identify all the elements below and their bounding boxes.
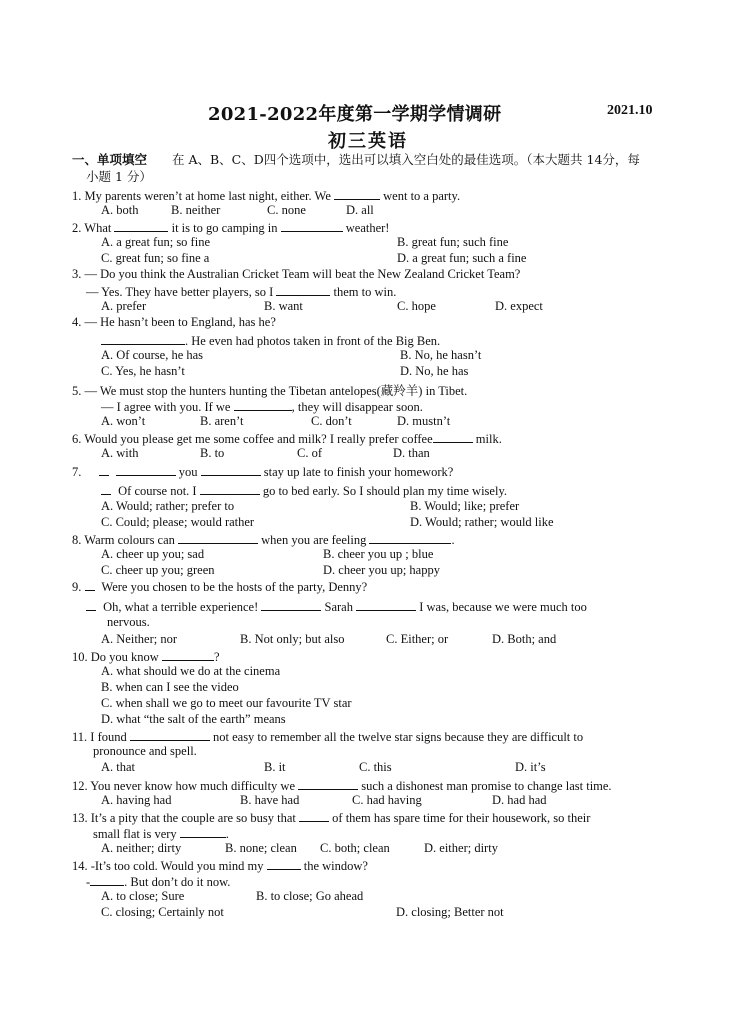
question-1-text-end: went to a party.: [383, 189, 461, 203]
option-b: B. aren’t: [200, 414, 244, 428]
question-2-text: 2. What: [72, 221, 112, 235]
question-9-text: Were you chosen to be the hosts of the party, Denny?: [101, 580, 368, 594]
answer-blank: [369, 531, 451, 544]
answer-blank: [201, 463, 261, 476]
question-14: [72, 857, 368, 874]
answer-blank: [261, 598, 321, 611]
option-a: A. with: [101, 446, 139, 460]
option-a: A. a great fun; so fine: [101, 235, 210, 249]
option-d: D. than: [393, 446, 430, 460]
option-b: B. want: [264, 299, 303, 313]
question-12-text-end: such a dishonest man promise to change last time.: [361, 779, 612, 793]
dialogue-dash: [101, 487, 111, 495]
question-6-text-end: milk.: [475, 432, 502, 446]
option-c: C. hope: [397, 299, 436, 313]
option-d: D. expect: [495, 299, 543, 313]
option-c: C. cheer up you; green: [101, 563, 215, 577]
question-3-reply: [86, 283, 396, 300]
option-b: B. Not only; but also: [240, 632, 345, 646]
question-9-number: 9.: [72, 580, 82, 594]
option-a: A. won’t: [101, 414, 146, 428]
section-heading: 一、单项填空: [72, 152, 148, 167]
answer-blank: [356, 598, 416, 611]
option-d: D. No, he has: [400, 364, 469, 378]
question-8: [72, 531, 455, 548]
option-d: D. mustn’t: [397, 414, 451, 428]
question-13-text: 13. It’s a pity that the couple are so busy that: [72, 811, 296, 825]
answer-blank: [90, 873, 124, 886]
option-d: D. either; dirty: [424, 841, 498, 855]
question-5-reply: [101, 398, 423, 415]
question-6: [72, 430, 502, 447]
question-9-reply: [86, 598, 587, 615]
answer-blank: [433, 430, 473, 443]
question-14-reply-text: . But don’t do it now.: [124, 875, 231, 889]
option-a: A. both: [101, 203, 139, 217]
option-a: A. what should we do at the cinema: [101, 664, 281, 678]
answer-blank: [298, 777, 358, 790]
question-7-text: you: [178, 465, 198, 479]
question-6-text: 6. Would you please get me some coffee and milk? I really prefer coffee: [72, 432, 433, 446]
question-10-text-end: ?: [213, 650, 220, 664]
question-14-reply: [86, 873, 230, 890]
question-11-cont: pronounce and spell.: [93, 744, 197, 758]
question-9-reply-mid: Sarah: [324, 600, 353, 614]
option-d: D. Both; and: [492, 632, 557, 646]
option-c: C. had having: [352, 793, 422, 807]
option-c: C. closing; Certainly not: [101, 905, 224, 919]
option-d: D. what “the salt of the earth” means: [101, 712, 286, 726]
option-a: A. prefer: [101, 299, 147, 313]
question-14-reply-dash: -: [86, 875, 91, 889]
option-d: D. a great fun; such a fine: [397, 251, 527, 265]
option-c: C. don’t: [311, 414, 352, 428]
question-7-reply: [101, 482, 507, 499]
answer-blank: [234, 398, 292, 411]
question-2: [72, 219, 389, 236]
exam-subtitle: 初三英语: [328, 131, 408, 152]
dialogue-dash: [85, 583, 95, 591]
option-b: B. it: [264, 760, 286, 774]
option-d: D. all: [346, 203, 374, 217]
question-13-text-end: of them has spare time for their housework, so their: [332, 811, 591, 825]
answer-blank: [178, 531, 258, 544]
question-13-cont: [93, 825, 229, 842]
option-b: B. great fun; such fine: [397, 235, 509, 249]
answer-blank: [267, 857, 301, 870]
question-1-text: 1. My parents weren’t at home last night, either. We: [72, 189, 331, 203]
option-a: A. that: [101, 760, 136, 774]
question-11-text-end: not easy to remember all the twelve star signs because they are difficult to: [213, 730, 584, 744]
question-9-reply-text: Oh, what a terrible experience!: [103, 600, 259, 614]
question-5-reply-end: , they will disappear soon.: [291, 400, 423, 414]
question-7-reply-end: go to bed early. So I should plan my time wisely.: [262, 484, 508, 498]
option-a: A. having had: [101, 793, 172, 807]
question-14-text-end: the window?: [303, 859, 368, 873]
question-3: 3. — Do you think the Australian Cricket Team will beat the New Zealand Cricket Team?: [72, 267, 521, 281]
question-5-reply-text: — I agree with you. If we: [101, 400, 231, 414]
option-a: A. Would; rather; prefer to: [101, 499, 235, 513]
question-2-text-end: weather!: [345, 221, 390, 235]
option-d: D. it’s: [515, 760, 546, 774]
option-c: C. Either; or: [386, 632, 449, 646]
question-1: [72, 187, 460, 204]
question-8-text: 8. Warm colours can: [72, 533, 175, 547]
question-2-text-mid: it is to go camping in: [171, 221, 278, 235]
question-13: [72, 809, 590, 826]
question-8-text-end: .: [451, 533, 455, 547]
option-d: D. had had: [492, 793, 547, 807]
answer-blank: [116, 463, 176, 476]
question-13-cont-text: small flat is very: [93, 827, 177, 841]
option-d: D. closing; Better not: [396, 905, 504, 919]
dialogue-dash: [99, 468, 109, 476]
question-4-reply-text: . He even had photos taken in front of the Big Ben.: [185, 334, 441, 348]
option-a: A. Neither; nor: [101, 632, 178, 646]
option-b: B. to: [200, 446, 225, 460]
option-a: A. cheer up you; sad: [101, 547, 205, 561]
section-instruction: 在 A、B、C、D四个选项中，选出可以填入空白处的最佳选项。（本大题共 14分，每: [172, 152, 640, 167]
answer-blank: [180, 825, 226, 838]
question-9-reply-end: I was, because we were much too: [419, 600, 587, 614]
question-14-text: 14. -It’s too cold. Would you mind my: [72, 859, 264, 873]
option-a: A. Of course, he has: [101, 348, 204, 362]
option-b: B. to close; Go ahead: [256, 889, 364, 903]
option-d: D. Would; rather; would like: [410, 515, 554, 529]
answer-blank: [281, 219, 343, 232]
answer-blank: [130, 728, 210, 741]
exam-title: 2021-2022年度第一学期学情调研: [208, 104, 502, 125]
option-c: C. great fun; so fine a: [101, 251, 210, 265]
question-10: [72, 648, 220, 665]
question-7-text-end: stay up late to finish your homework?: [263, 465, 454, 479]
option-b: B. cheer you up ; blue: [323, 547, 434, 561]
question-12: [72, 777, 612, 794]
question-12-text: 12. You never know how much difficulty we: [72, 779, 296, 793]
option-b: B. none; clean: [225, 841, 297, 855]
exam-date: 2021.10: [607, 103, 653, 118]
question-8-text-mid: when you are feeling: [261, 533, 367, 547]
question-10-text: 10. Do you know: [72, 650, 159, 664]
option-c: C. this: [359, 760, 392, 774]
question-11: [72, 728, 583, 745]
option-a: A. to close; Sure: [101, 889, 185, 903]
answer-blank: [334, 187, 380, 200]
answer-blank: [299, 809, 329, 822]
option-c: C. when shall we go to meet our favourite TV star: [101, 696, 352, 710]
option-c: C. Yes, he hasn’t: [101, 364, 185, 378]
question-3-reply-end: them to win.: [333, 285, 397, 299]
option-b: B. have had: [240, 793, 300, 807]
question-5: 5. — We must stop the hunters hunting the Tibetan antelopes(藏羚羊) in Tibet.: [72, 384, 468, 398]
option-c: C. Could; please; would rather: [101, 515, 255, 529]
question-4-reply: [101, 332, 440, 349]
option-c: C. of: [297, 446, 322, 460]
question-13-cont-end: .: [225, 827, 229, 841]
question-9: [72, 580, 367, 595]
question-7-reply-text: Of course not. I: [118, 484, 197, 498]
option-d: D. cheer you up; happy: [323, 563, 440, 577]
option-b: B. No, he hasn’t: [400, 348, 482, 362]
section-instruction-cont: 小题 1 分）: [86, 169, 152, 184]
question-7-number: 7.: [72, 465, 82, 479]
option-c: C. none: [267, 203, 306, 217]
option-a: A. neither; dirty: [101, 841, 182, 855]
question-11-text: 11. I found: [72, 730, 127, 744]
answer-blank: [200, 482, 260, 495]
option-b: B. Would; like; prefer: [410, 499, 520, 513]
answer-blank: [162, 648, 214, 661]
question-4: 4. — He hasn’t been to England, has he?: [72, 315, 276, 329]
option-b: B. when can I see the video: [101, 680, 239, 694]
question-3-reply-text: — Yes. They have better players, so I: [86, 285, 274, 299]
answer-blank: [276, 283, 330, 296]
answer-blank: [101, 332, 185, 345]
question-9-reply-cont: nervous.: [107, 615, 150, 629]
dialogue-dash: [86, 603, 96, 611]
answer-blank: [114, 219, 168, 232]
question-7: [72, 463, 453, 480]
option-b: B. neither: [171, 203, 221, 217]
option-c: C. both; clean: [320, 841, 390, 855]
